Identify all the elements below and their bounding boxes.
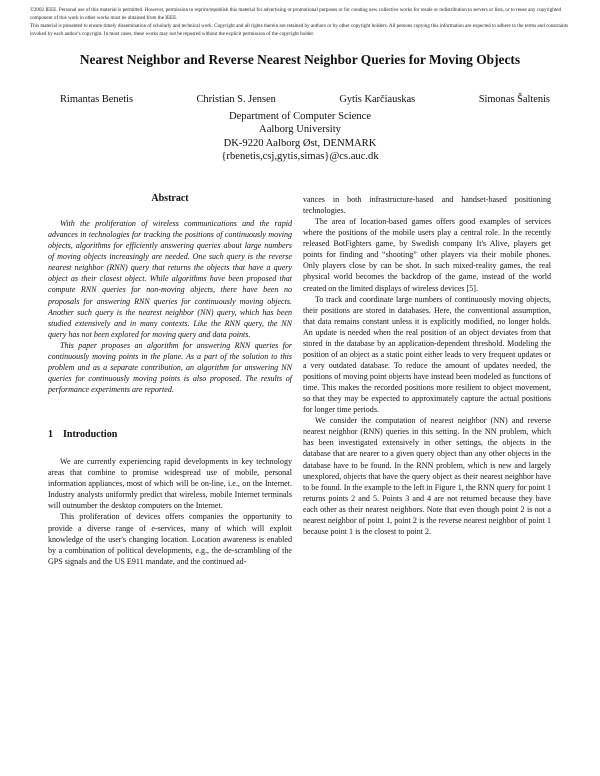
author-name: Gytis Karčiauskas <box>339 94 416 105</box>
left-column <box>48 193 292 567</box>
copyright-paragraph: ©2002 IEEE. Personal use of this material is permitted. However, permission to reprint/republish this material for advertising or promotional purposes or for creating new collective works for resale or redistribution to servers or lists, or to reuse any copyrighted component of this work in other works must be obtained from the IEEE. <box>30 7 562 22</box>
affiliation <box>150 110 450 164</box>
author-name: Christian S. Jensen <box>196 94 276 105</box>
author-name: Simonas Šaltenis <box>478 94 550 105</box>
author-list <box>60 94 550 105</box>
section-heading-introduction <box>48 429 292 440</box>
section-title: Introduction <box>63 429 118 441</box>
abstract-heading: Abstract <box>151 193 189 204</box>
copyright-notice <box>30 6 575 38</box>
body-paragraph: To track and coordinate large numbers of continuously moving objects, their positions are stored in databases. Here, the conventional assumption, that data remains constant unless it is explicitly modified, no longer holds. An update is needed when the real position of an object deviates from that stored in the database by an application-dependent threshold. Modeling the position of an object as a static point either leads to very frequent updates or a very outdated database. To reduce the amount of updates needed, the positions of moving point objects have instead been modeled as functions of time. This makes the recorded positions more resilient to object movement, so that they may be expected to approximately capture the actual positions for longer time periods. <box>303 294 551 415</box>
author-name: Rimantas Benetis <box>60 94 134 105</box>
affiliation-university: Aalborg University <box>259 124 341 136</box>
body-paragraph-continued: vances in both infrastructure-based and handset-based positioning technologies. <box>303 195 551 216</box>
affiliation-department: Department of Computer Science <box>228 111 372 122</box>
paper-title: Nearest Neighbor and Reverse Nearest Neighbor Queries for Moving Objects <box>79 52 521 67</box>
section-number: 1 <box>48 429 53 441</box>
right-column <box>303 194 551 537</box>
copyright-paragraph: This material is presented to ensure timely dissemination of scholarly and technical work. Copyright and all rights therein are retained by authors or by other copyright holders. All persons copying this information are expected to adhere to the terms and constraints invoked by each author's copyright. In most cases, these works may not be reposted without the explicit permission of the copyright holder. <box>30 23 569 38</box>
affiliation-email: {rbenetis,csj,gytis,simas}@cs.auc.dk <box>221 151 379 163</box>
abstract-paragraph: With the proliferation of wireless communications and the rapid advances in technologies for tracking the positions of continuously moving objects, algorithms for efficiently answering queries about large numbers of moving objects increasingly are needed. One such query is the reverse nearest neighbor (RNN) query that returns the objects that have a query object as their closest object. While algorithms have been proposed that compute RNN queries for non-moving objects, there have been no proposals for answering RNN queries for continuously moving objects. Another such query is the nearest neighbor (NN) query, which has been studied extensively and in many contexts. Like the RNN query, the NN query has not been explored for moving query and data points. <box>48 219 292 339</box>
affiliation-address: DK-9220 Aalborg Øst, DENMARK <box>223 137 377 149</box>
abstract-section <box>48 193 292 395</box>
body-paragraph-split: This proliferation of devices offers companies the opportunity to provide a diverse range of e-services, many of which will exploit knowledge of the user's changing location. Location awareness is enabled by a combination of political developments, e.g., the de-scrambling of the GPS signals and the US E911 mandate, and the continued ad- <box>48 512 292 566</box>
body-paragraph: We are currently experiencing rapid developments in key technology areas that combine to promise widespread use of mobile, personal information appliances, most of which will be on-line, i.e., on the Internet. Industry analysts uniformly predict that wireless, mobile Internet terminals will outnumber the desktop computers on the Internet. <box>48 457 292 511</box>
body-paragraph: The area of location-based games offers good examples of services where the positions of the mobile users play a central role. In the recently released BotFighters game, by Swedish company It's Alive, players get points for finding and “shooting” other players via their mobile phones. Only players close by can be shot. In such mixed-reality games, the real physical world becomes the backdrop of the game, instead of the world created on the limited displays of wireless devices [5]. <box>303 217 551 293</box>
abstract-paragraph: This paper proposes an algorithm for answering RNN queries for continuously moving points in the plane. As a part of the solution to this problem and as a separate contribution, an algorithm for answering NN queries for continuously moving points is also proposed. The results of performance experiments are reported. <box>48 340 292 394</box>
body-paragraph: We consider the computation of nearest neighbor (NN) and reverse nearest neighbor (RNN) queries in this setting. In the NN problem, which has been investigated extensively in other settings, the objects in the database that are nearer to a given query object than any other objects in the database have to be found. In the RNN problem, which is new and largely unexplored, objects that have the query object as their nearest neighbor have to be found. In the example to the left in Figure 1, the RNN query for point 1 returns points 2 and 5. Points 3 and 4 are not returned because they have each other as their nearest neighbors. Note that even though point 2 is not a nearest neighbor of point 1, point 2 is the reverse nearest neighbor of point 1 because point 1 is the closest to point 2. <box>303 416 551 536</box>
